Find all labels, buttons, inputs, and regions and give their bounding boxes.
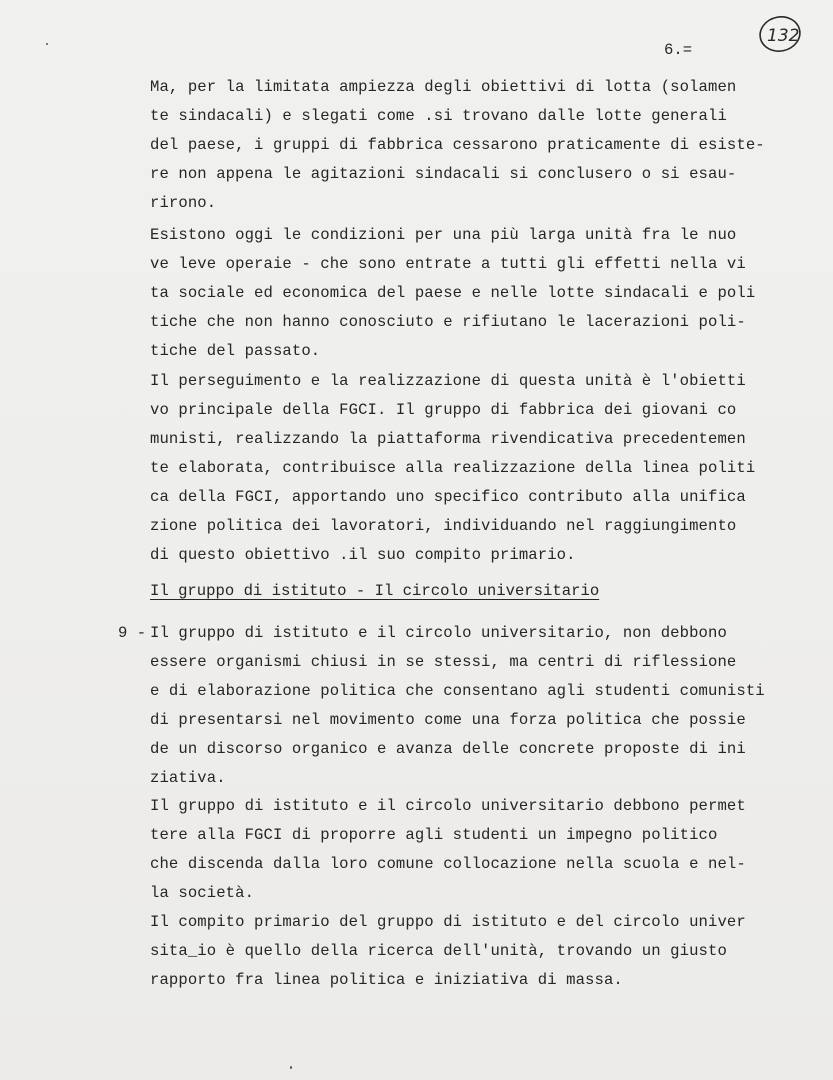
text-line: di questo obiettivo .il suo compito primario.	[150, 546, 576, 564]
handwritten-number: 132	[767, 26, 800, 46]
text-line: ve leve operaie - che sono entrate a tutti gli effetti nella vi	[150, 255, 746, 273]
handwritten-page-number-circle	[757, 14, 803, 54]
text-line: tiche del passato.	[150, 342, 321, 360]
text-line: che discenda dalla loro comune collocazione nella scuola e nel-	[150, 855, 746, 873]
text-line: zione politica dei lavoratori, individuando nel raggiungimento	[150, 517, 737, 535]
text-line: tere alla FGCI di proporre agli studenti un impegno politico	[150, 826, 718, 844]
text-line: Il gruppo di istituto e il circolo universitario, non debbono	[150, 624, 727, 642]
text-line: Il compito primario del gruppo di istituto e del circolo univer	[150, 913, 746, 931]
text-line: Ma, per la limitata ampiezza degli obiettivi di lotta (solamen	[150, 78, 737, 96]
text-line: re non appena le agitazioni sindacali si conclusero o si esau-	[150, 165, 737, 183]
text-line: e di elaborazione politica che consentano agli studenti comunisti	[150, 682, 765, 700]
text-line: sita_io è quello della ricerca dell'unità, trovando un giusto	[150, 942, 727, 960]
text-line: Il gruppo di istituto e il circolo universitario debbono permet	[150, 797, 746, 815]
scan-speck	[290, 1066, 292, 1069]
text-line: de un discorso organico e avanza delle concrete proposte di ini	[150, 740, 746, 758]
section-heading: Il gruppo di istituto - Il circolo universitario	[150, 582, 600, 600]
text-line: ca della FGCI, apportando uno specifico contributo alla unifica	[150, 488, 746, 506]
text-line: di presentarsi nel movimento come una forza politica che possie	[150, 711, 746, 729]
section-number: 9 -	[118, 624, 147, 642]
text-line: del paese, i gruppi di fabbrica cessarono praticamente di esiste-	[150, 136, 765, 154]
text-line: vo principale della FGCI. Il gruppo di fabbrica dei giovani co	[150, 401, 737, 419]
scan-speck	[46, 43, 48, 45]
text-line: Esistono oggi le condizioni per una più larga unità fra le nuo	[150, 226, 737, 244]
text-line: ziativa.	[150, 769, 226, 787]
text-line: munisti, realizzando la piattaforma rivendicativa precedentemen	[150, 430, 746, 448]
text-line: Il perseguimento e la realizzazione di questa unità è l'obietti	[150, 372, 746, 390]
text-line: te sindacali) e slegati come .si trovano dalle lotte generali	[150, 107, 727, 125]
text-line: te elaborata, contribuisce alla realizzazione della linea politi	[150, 459, 756, 477]
text-line: ta sociale ed economica del paese e nelle lotte sindacali e poli	[150, 284, 756, 302]
text-line: rirono.	[150, 194, 217, 212]
page-number: 6.=	[664, 41, 693, 59]
text-line: rapporto fra linea politica e iniziativa di massa.	[150, 971, 623, 989]
text-line: essere organismi chiusi in se stessi, ma centri di riflessione	[150, 653, 737, 671]
text-line: la società.	[150, 884, 255, 902]
text-line: tiche che non hanno conosciuto e rifiutano le lacerazioni poli-	[150, 313, 746, 331]
